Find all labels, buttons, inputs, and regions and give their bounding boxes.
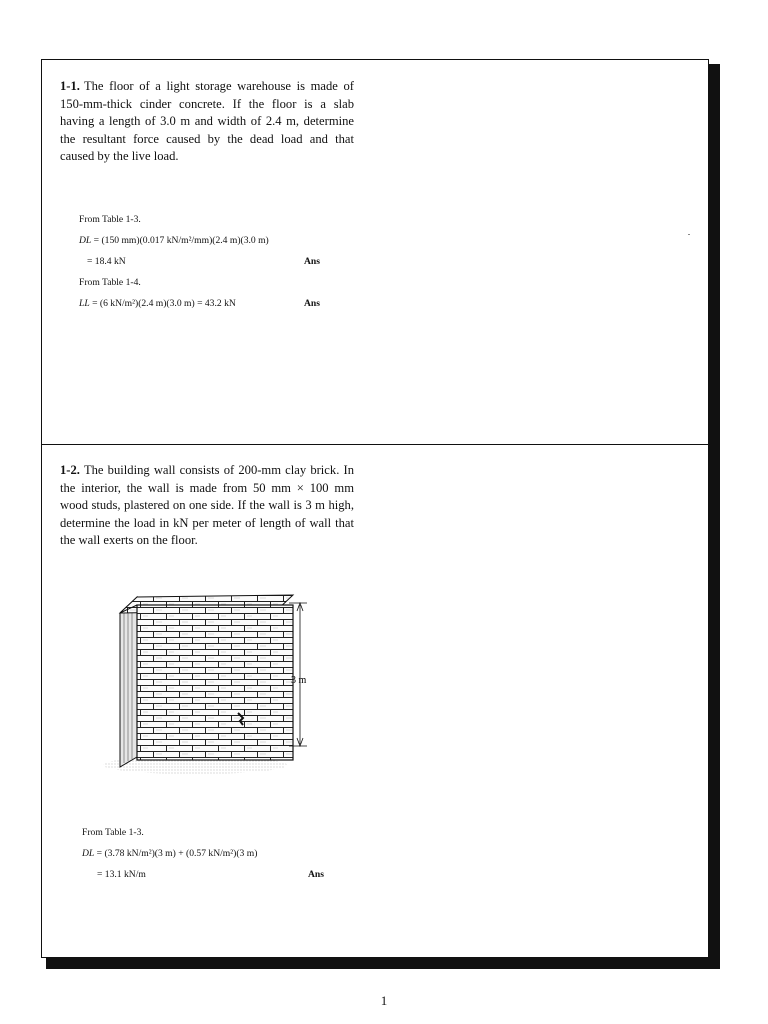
p1-table-ref-1: From Table 1-3.	[79, 214, 141, 225]
p1-dl-expression: = (150 mm)(0.017 kN/m²/mm)(2.4 m)(3.0 m)	[91, 235, 269, 246]
p2-dead-load-equation	[82, 848, 257, 859]
p2-answer-label: Ans	[308, 869, 324, 880]
problem-1-1-text: The floor of a light storage warehouse is made of 150-mm-thick cinder concrete. If the floor is a slab having a length of 3.0 m and width of 2.4 m, determine the resultant force caused by the dead load and that caused by the live load.	[60, 79, 354, 164]
p1-ll-symbol: LL	[79, 298, 90, 309]
p1-live-load-equation	[79, 298, 236, 309]
section-divider	[42, 444, 708, 445]
height-dimension-label: 3 m	[291, 675, 307, 686]
p1-dl-symbol: DL	[79, 235, 92, 246]
problem-1-2-number: 1-2.	[60, 463, 80, 477]
p1-answer-label-2: Ans	[304, 298, 320, 309]
p2-dl-expression: = (3.78 kN/m²)(3 m) + (0.57 kN/m²)(3 m)	[94, 848, 258, 859]
p2-dl-symbol: DL	[82, 848, 95, 859]
page-number: 1	[380, 993, 388, 1008]
p1-answer-label-1: Ans	[304, 256, 320, 267]
p1-dead-load-equation	[79, 235, 269, 246]
problem-1-1-number: 1-1.	[60, 79, 80, 93]
brick-wall-figure	[75, 535, 335, 780]
p1-table-ref-2: From Table 1-4.	[79, 277, 141, 288]
p1-ll-expression: = (6 kN/m²)(2.4 m)(3.0 m) = 43.2 kN	[89, 298, 236, 309]
wall-side-face	[120, 597, 137, 767]
problem-1-2-text: The building wall consists of 200-mm clay brick. In the interior, the wall is made from 50 mm × 100 mm wood studs, plastered on one side. If the wall is 3 m high, determine the load in kN per meter of length of wall that the wall exerts on the floor.	[60, 463, 354, 548]
problem-1-1-statement	[60, 78, 354, 166]
scan-speck	[688, 234, 690, 235]
wall-front-face	[137, 605, 293, 760]
p1-dead-load-result: = 18.4 kN	[87, 256, 126, 267]
p2-dead-load-result: = 13.1 kN/m	[97, 869, 146, 880]
p2-table-ref: From Table 1-3.	[82, 827, 144, 838]
